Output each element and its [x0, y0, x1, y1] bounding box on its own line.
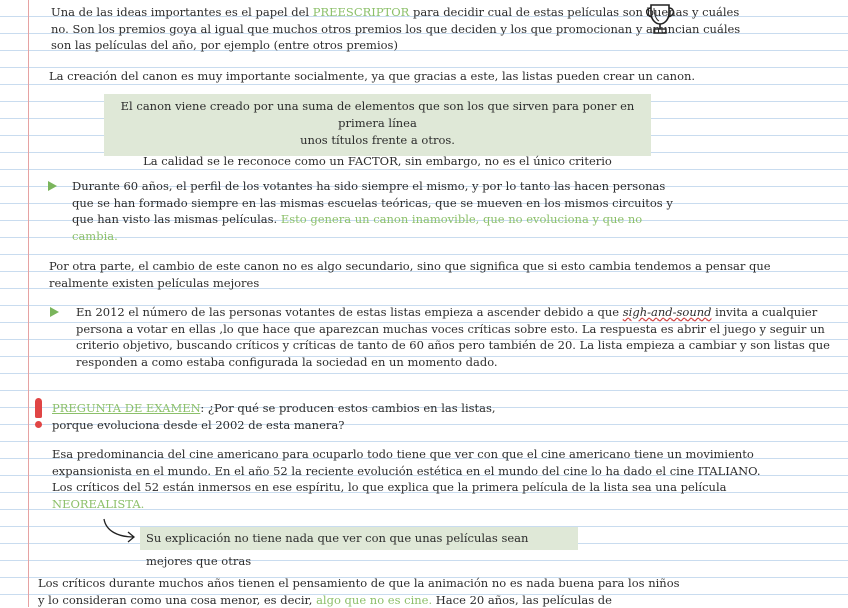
bullet1-line-3: que han visto las mismas películas. [72, 212, 281, 226]
summary-box: Su explicación no tiene nada que ver con que unas películas sean mejores que otras [140, 527, 578, 550]
bullet1-line-2: que se han formado siempre en las mismas escuelas teóricas, que se mueven en los mismos circuitos y [72, 195, 673, 210]
change-paragraph [49, 258, 771, 291]
intro-text-3: no. Son los premios goya al igual que muchos otros premios los que deciden y los que promocionan y anuncian cuáles [51, 21, 741, 36]
bullet2-line-2: persona a votar en ellas ,lo que hace que aparezcan muchas voces críticas sobre esto. La respuesta es abrir el juego y seguir un [76, 321, 825, 336]
bullet1-highlight: Esto genera un canon inamovible, que no evoluciona y que no [280, 212, 643, 226]
bullet-2012 [76, 304, 830, 370]
animation-paragraph [38, 575, 680, 608]
neorealista-highlight: NEOREALISTA. [52, 496, 145, 511]
callout-line-2: unos títulos frente a otros. [300, 133, 455, 147]
bullet2-line-4: responden a como estaba configurada la sociedad en un momento dado. [76, 354, 498, 369]
margin-line [28, 0, 29, 607]
change-line-2: realmente existen películas mejores [49, 275, 260, 290]
bullet-voters [72, 178, 673, 244]
curved-arrow-icon [100, 515, 140, 545]
change-line-1: Por otra parte, el cambio de este canon no es algo secundario, sino que significa que si esto cambia tendemos a pensar que [49, 259, 771, 273]
exam-question-text: : ¿Por qué se producen estos cambios en las listas, [200, 401, 496, 415]
exam-question [52, 400, 496, 433]
bullet2-line-1: En 2012 el número de las personas votantes de estas listas empieza a ascender debido a que [76, 305, 623, 319]
animation-highlight: algo que no es cine. [316, 592, 433, 607]
exclamation-icon [34, 398, 43, 428]
answer-line-3: Los críticos del 52 están inmersos en ese espíritu, lo que explica que la primera película de la lista sea una película [52, 480, 727, 494]
bullet2-line-3: criterio objetivo, buscando críticos y críticas de tanto de 60 años pero también de 20. La lista empieza a cambiar y son listas que [76, 338, 830, 352]
answer-line-2: expansionista en el mundo. En el año 52 la reciente evolución estética en el mundo del cine lo ha dado el cine ITALIANO. [52, 463, 761, 478]
exam-label: PREGUNTA DE EXAMEN [52, 401, 201, 415]
preescriptor-highlight: PREESCRIPTOR [312, 5, 410, 19]
intro-text-2: para decidir cual de estas películas son buenas y cuáles [409, 5, 740, 19]
exam-question-line-2: porque evoluciona desde el 2002 de esta manera? [52, 417, 345, 432]
sigh-and-sound-term: sigh-and-sound [622, 305, 712, 319]
bullet1-line-1: Durante 60 años, el perfil de los votantes ha sido siempre el mismo, y por lo tanto las hacen personas [72, 179, 666, 193]
bullet2-line-1-end: invita a cualquier [711, 305, 818, 319]
exam-answer [52, 446, 761, 512]
animation-line-1: Los críticos durante muchos años tienen el pensamiento de que la animación no es nada buena para los niños [38, 576, 680, 590]
answer-line-1: Esa predominancia del cine americano para ocuparlo todo tiene que ver con que el cine americano tiene un movimiento [52, 447, 754, 461]
intro-text-1: Una de las ideas importantes es el papel del [51, 5, 313, 19]
callout-line-3: La calidad se le reconoce como un FACTOR, sin embargo, no es el único criterio [143, 154, 612, 168]
animation-line-2-end: Hace 20 años, las películas de [432, 592, 612, 607]
triangle-bullet-icon [48, 181, 57, 191]
canon-callout [104, 94, 651, 168]
animation-line-2: y lo consideran como una cosa menor, es decir, [38, 592, 317, 607]
triangle-bullet-icon [50, 307, 59, 317]
canon-paragraph: La creación del canon es muy importante socialmente, ya que gracias a este, las listas pueden crear un canon. [49, 69, 696, 83]
intro-paragraph [51, 4, 740, 54]
intro-text-4: son las películas del año, por ejemplo (entre otros premios) [51, 38, 398, 52]
bullet1-highlight-end: cambia. [72, 228, 118, 243]
callout-line-1: El canon viene creado por una suma de elementos que son los que sirven para poner en primera línea [120, 99, 635, 130]
